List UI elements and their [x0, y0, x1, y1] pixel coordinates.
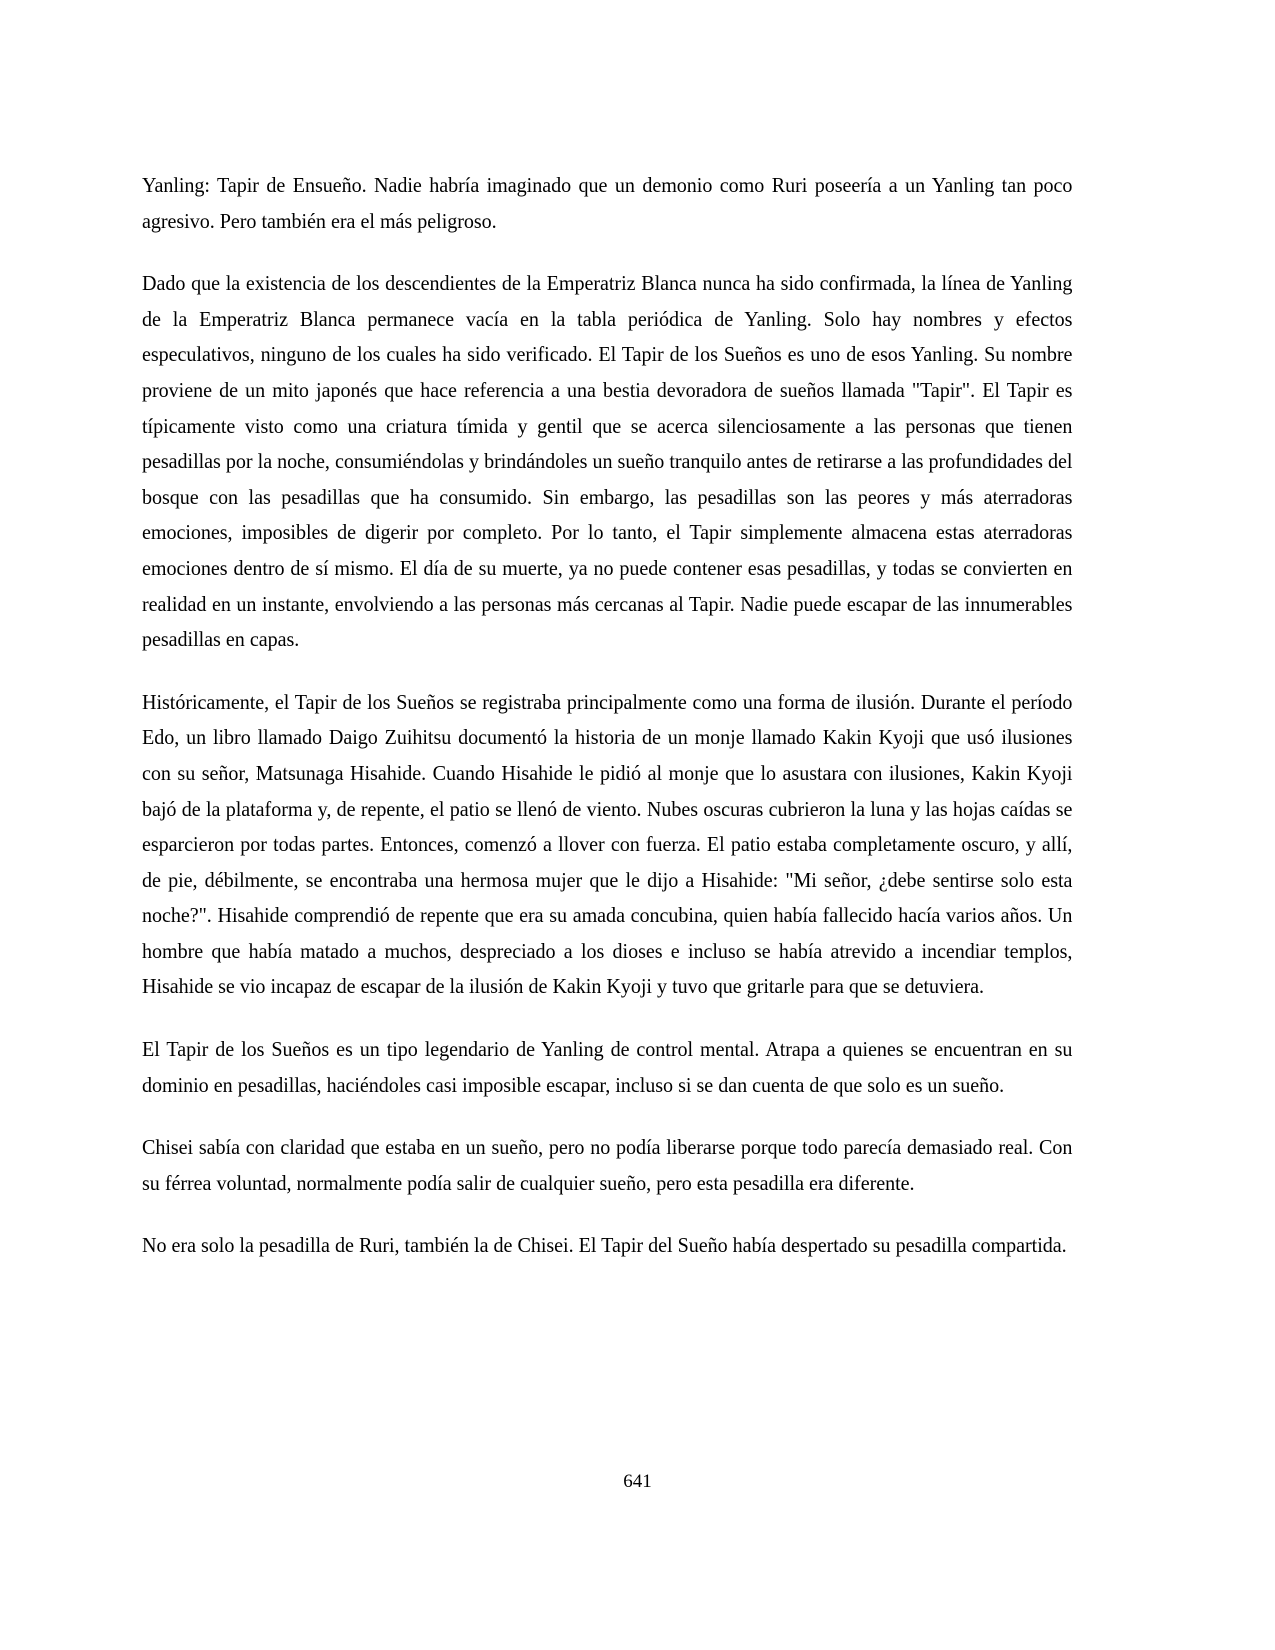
- paragraph-2: Dado que la existencia de los descendientes de la Emperatriz Blanca nunca ha sido confirmada, la línea de Yanling de la Emperatriz Blanca permanece vacía en la tabla periódica de Yanling. Solo hay nombres y efectos especulativos, ninguno de los cuales ha sido verificado. El Tapir de los Sueños es uno de esos Yanling. Su nombre proviene de un mito japonés que hace referencia a una bestia devoradora de sueños llamada "Tapir". El Tapir es típicamente visto como una criatura tímida y gentil que se acerca silenciosamente a las personas que tienen pesadillas por la noche, consumiéndolas y brindándoles un sueño tranquilo antes de retirarse a las profundidades del bosque con las pesadillas que ha consumido. Sin embargo, las pesadillas son las peores y más aterradoras emociones, imposibles de digerir por completo. Por lo tanto, el Tapir simplemente almacena estas aterradoras emociones dentro de sí mismo. El día de su muerte, ya no puede contener esas pesadillas, y todas se convierten en realidad en un instante, envolviendo a las personas más cercanas al Tapir. Nadie puede escapar de las innumerables pesadillas en capas.: [142, 271, 1073, 652]
- page-number: 641: [623, 1471, 652, 1492]
- paragraph-3: Históricamente, el Tapir de los Sueños se registraba principalmente como una forma de ilusión. Durante el período Edo, un libro llamado Daigo Zuihitsu documentó la historia de un monje llamado Kakin Kyoji que usó ilusiones con su señor, Matsunaga Hisahide. Cuando Hisahide le pidió al monje que lo asustara con ilusiones, Kakin Kyoji bajó de la plataforma y, de repente, el patio se llenó de viento. Nubes oscuras cubrieron la luna y las hojas caídas se esparcieron por todas partes. Entonces, comenzó a llover con fuerza. El patio estaba completamente oscuro, y allí, de pie, débilmente, se encontraba una hermosa mujer que le dijo a Hisahide: "Mi señor, ¿debe sentirse solo esta noche?". Hisahide comprendió de repente que era su amada concubina, quien había fallecido hacía varios años. Un hombre que había matado a muchos, despreciado a los dioses e incluso se había atrevido a incendiar templos, Hisahide se vio incapaz de escapar de la ilusión de Kakin Kyoji y tuvo que gritarle para que se detuviera.: [142, 689, 1073, 999]
- page-body-text: [142, 168, 1072, 1264]
- paragraph-1: Yanling: Tapir de Ensueño. Nadie habría imaginado que un demonio como Ruri poseería a un Yanling tan poco agresivo. Pero también era el más peligroso.: [142, 173, 1073, 233]
- paragraph-5: Chisei sabía con claridad que estaba en un sueño, pero no podía liberarse porque todo parecía demasiado real. Con su férrea voluntad, normalmente podía salir de cualquier sueño, pero esta pesadilla era diferente.: [142, 1135, 1073, 1195]
- paragraph-4: El Tapir de los Sueños es un tipo legendario de Yanling de control mental. Atrapa a quienes se encuentran en su dominio en pesadillas, haciéndoles casi imposible escapar, incluso si se dan cuenta de que solo es un sueño.: [142, 1037, 1073, 1097]
- paragraph-6: No era solo la pesadilla de Ruri, también la de Chisei. El Tapir del Sueño había despertado su pesadilla compartida.: [142, 1233, 1067, 1258]
